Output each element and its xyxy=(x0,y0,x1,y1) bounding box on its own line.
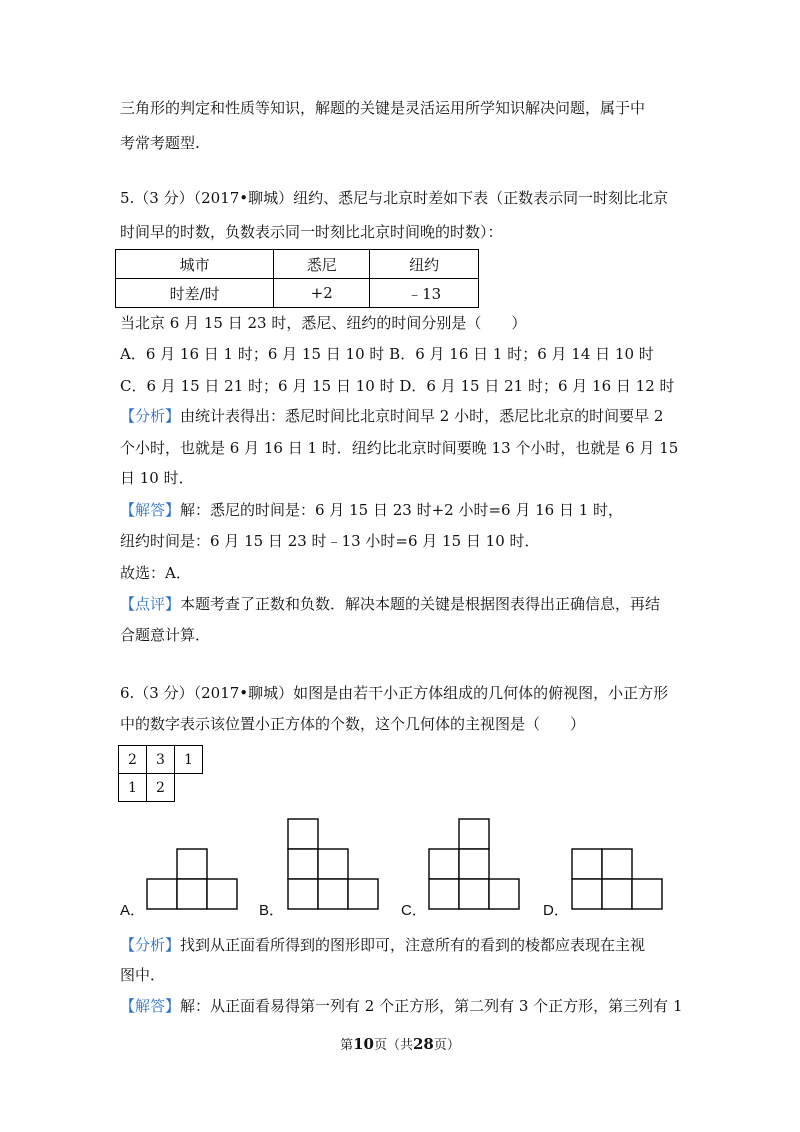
table-cell: 悉尼 xyxy=(274,250,370,279)
q6-stem-line-2: 中的数字表示该位置小正方体的个数，这个几何体的主视图是（ ） xyxy=(120,715,586,733)
option-a-label: A． xyxy=(120,902,146,919)
cube-square xyxy=(572,849,602,879)
q5-analysis-line-3: 日 10 时． xyxy=(120,469,194,487)
table-row xyxy=(116,279,479,308)
q5-answer-line-3: 故选：A． xyxy=(120,564,191,582)
cube-square xyxy=(207,879,237,909)
grid-cell: 1 xyxy=(175,746,203,774)
q5-question: 当北京 6 月 15 日 23 时，悉尼、纽约的时间分别是（ ） xyxy=(120,314,527,332)
footer-pre: 第 xyxy=(340,1038,354,1053)
table-cell: 城市 xyxy=(116,250,274,279)
answer-tag: 【解答】 xyxy=(120,501,181,519)
intro-line-1: 三角形的判定和性质等知识，解题的关键是灵活运用所学知识解决问题，属于中 xyxy=(120,99,646,117)
footer-mid: 页（共 xyxy=(373,1038,413,1053)
cube-square xyxy=(177,849,207,879)
comment-tag: 【点评】 xyxy=(120,595,181,613)
footer-post: 页） xyxy=(433,1038,460,1053)
table-cell: 时差/时 xyxy=(116,279,274,308)
analysis-text: 由统计表得出：悉尼时间比北京时间早 2 小时，悉尼比北京的时间要早 2 xyxy=(180,407,664,425)
grid-cell: 1 xyxy=(119,774,147,802)
cube-square xyxy=(177,879,207,909)
option-d-label: D． xyxy=(543,902,569,919)
cube-square xyxy=(602,879,632,909)
cube-square xyxy=(288,879,318,909)
q5-comment-line-2: 合题意计算． xyxy=(120,626,211,644)
q5-stem-line-2: 时间早的时数，负数表示同一时刻比北京时间晚的时数）： xyxy=(120,223,503,241)
cube-square xyxy=(459,819,489,849)
time-difference-table xyxy=(115,249,479,308)
cube-square xyxy=(572,879,602,909)
analysis-tag: 【分析】 xyxy=(120,936,181,954)
intro-line-2: 考常考题型. xyxy=(120,134,200,152)
cube-square xyxy=(318,849,348,879)
cube-square xyxy=(459,879,489,909)
grid-row xyxy=(119,774,203,802)
cube-square xyxy=(147,879,177,909)
cube-square xyxy=(459,849,489,879)
q6-stem-line-1: 6.（3 分）（2017•聊城）如图是由若干小正方体组成的几何体的俯视图，小正方形 xyxy=(120,684,669,702)
top-view-grid xyxy=(118,745,203,802)
table-cell: +2 xyxy=(274,279,370,308)
grid-cell: 2 xyxy=(119,746,147,774)
grid-cell: 3 xyxy=(147,746,175,774)
analysis-tag: 【分析】 xyxy=(120,407,181,425)
comment-text: 本题考查了正数和负数．解决本题的关键是根据图表得出正确信息，再结 xyxy=(180,595,661,613)
answer-text: 解：从正面看易得第一列有 2 个正方形，第二列有 3 个正方形，第三列有 1 xyxy=(180,997,683,1015)
table-header-row xyxy=(116,250,479,279)
option-b-label: B． xyxy=(259,902,285,919)
q6-analysis-line-1 xyxy=(120,935,645,955)
q5-analysis-line-2: 个小时，也就是 6 月 16 日 1 时．纽约比北京时间要晚 13 个小时，也就是 6 月 15 xyxy=(120,439,679,457)
answer-tag: 【解答】 xyxy=(120,997,181,1015)
option-d-front-view xyxy=(566,840,676,920)
option-a-front-view xyxy=(140,840,250,920)
table-cell: ﹣13 xyxy=(370,279,479,308)
cube-square xyxy=(288,849,318,879)
q5-stem-line-1: 5.（3 分）（2017•聊城）纽约、悉尼与北京时差如下表（正数表示同一时刻比北京 xyxy=(120,189,669,207)
answer-text: 解：悉尼的时间是：6 月 15 日 23 时+2 小时=6 月 16 日 1 时， xyxy=(180,501,624,519)
grid-cell-empty xyxy=(175,774,203,802)
option-b-front-view xyxy=(282,812,392,922)
cube-square xyxy=(489,879,519,909)
grid-cell: 2 xyxy=(147,774,175,802)
page-number: 10 xyxy=(353,1035,374,1053)
q5-options-line-1: A．6 月 16 日 1 时；6 月 15 日 10 时 B．6 月 16 日 1 时；6 月 14 日 10 时 xyxy=(120,345,654,363)
cube-square xyxy=(429,849,459,879)
q5-options-line-2: C．6 月 15 日 21 时；6 月 15 日 10 时 D．6 月 15 日 21 时；6 月 16 日 12 时 xyxy=(120,377,675,395)
cube-square xyxy=(602,849,632,879)
cube-square xyxy=(288,819,318,849)
page-footer xyxy=(0,1034,800,1053)
q6-answer-line-1 xyxy=(120,996,683,1016)
option-c-label: C． xyxy=(401,902,427,919)
q5-comment-line-1 xyxy=(120,594,660,614)
q5-analysis-line-1 xyxy=(120,406,663,426)
cube-square xyxy=(348,879,378,909)
q5-answer-line-2: 纽约时间是：6 月 15 日 23 时﹣13 小时=6 月 15 日 10 时． xyxy=(120,532,540,550)
cube-square xyxy=(632,879,662,909)
grid-row xyxy=(119,746,203,774)
analysis-text: 找到从正面看所得到的图形即可，注意所有的看到的棱都应表现在主视 xyxy=(180,936,646,954)
cube-square xyxy=(429,879,459,909)
option-c-front-view xyxy=(422,812,532,922)
table-cell: 纽约 xyxy=(370,250,479,279)
cube-square xyxy=(318,879,348,909)
total-pages: 28 xyxy=(413,1035,434,1053)
q6-analysis-line-2: 图中． xyxy=(120,966,166,984)
q5-answer-line-1 xyxy=(120,500,623,520)
